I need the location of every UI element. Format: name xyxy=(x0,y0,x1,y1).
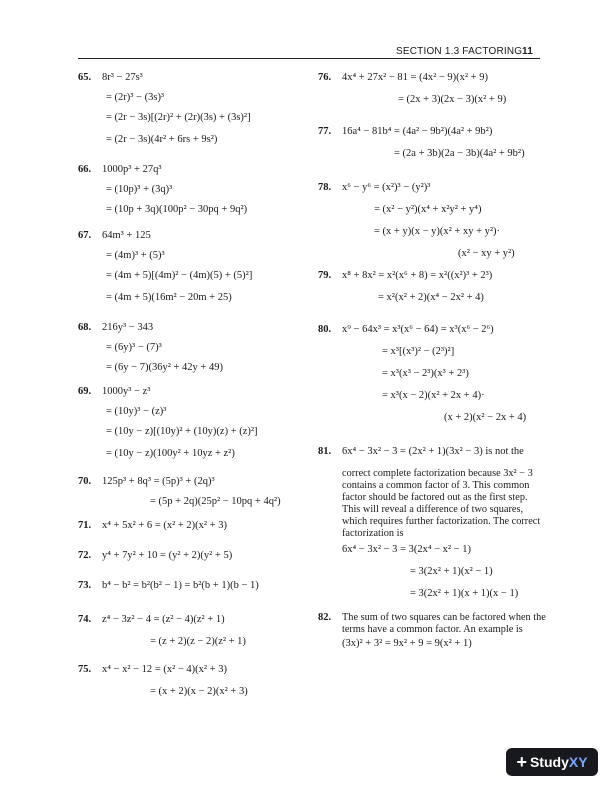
equation-line: 16a⁴ − 81b⁴ = (4a² − 9b²)(4a² + 9b²) xyxy=(342,126,493,137)
equation-line: = (10y − z)[(10y)² + (10y)(z) + (z)²] xyxy=(106,426,258,437)
equation-line: = (10y)³ − (z)³ xyxy=(106,406,167,417)
problem-number: 78. xyxy=(318,182,332,193)
problem-number: 70. xyxy=(78,476,92,487)
equation-line: = (4m)³ + (5)³ xyxy=(106,250,165,261)
equation-line: b⁴ − b² = b²(b² − 1) = b²(b + 1)(b − 1) xyxy=(102,580,259,591)
equation-line: = (10p + 3q)(100p² − 30pq + 9q²) xyxy=(106,204,248,215)
equation-line: = (2a + 3b)(2a − 3b)(4a² + 9b²) xyxy=(394,148,525,159)
equation-line: = (2r − 3s)[(2r)² + (2r)(3s) + (3s)²] xyxy=(106,112,251,123)
equation-line: = (2x + 3)(2x − 3)(x² + 9) xyxy=(398,94,507,105)
problem-number: 72. xyxy=(78,550,92,561)
equation-line: x⁴ − x² − 12 = (x² − 4)(x² + 3) xyxy=(102,664,227,675)
problem-number: 66. xyxy=(78,164,92,175)
page-number: 11 xyxy=(522,46,533,57)
problem-number: 81. xyxy=(318,446,332,457)
equation-line: 8r³ − 27s³ xyxy=(102,72,143,83)
equation-line: x⁴ + 5x² + 6 = (x² + 2)(x² + 3) xyxy=(102,520,227,531)
equation-line: 4x⁴ + 27x² − 81 = (4x² − 9)(x² + 9) xyxy=(342,72,488,83)
equation-line: = (x + 2)(x − 2)(x² + 3) xyxy=(150,686,248,697)
problem-number: 77. xyxy=(318,126,332,137)
problem-number: 74. xyxy=(78,614,92,625)
paragraph-line: which requires further factorization. The correct xyxy=(342,516,541,527)
studyxy-logo xyxy=(506,748,598,776)
equation-line: = x³[(x³)² − (2³)²] xyxy=(382,346,455,357)
equation-line: = x²(x² + 2)(x⁴ − 2x² + 4) xyxy=(378,292,484,303)
equation-line: = (2r − 3s)(4r² + 6rs + 9s²) xyxy=(106,134,218,145)
plus-icon: + xyxy=(516,752,527,772)
equation-line: 1000p³ + 27q³ xyxy=(102,164,162,175)
equation-line: = x³(x − 2)(x² + 2x + 4)· xyxy=(382,390,485,401)
equation-line: x⁸ + 8x² = x²(x⁶ + 8) = x²((x²)³ + 2³) xyxy=(342,270,493,281)
problem-number: 76. xyxy=(318,72,332,83)
paragraph-line: This will reveal a difference of two squares, xyxy=(342,504,524,515)
equation-line: 64m³ + 125 xyxy=(102,230,151,241)
paragraph-line: contains a common factor of 3. This common xyxy=(342,480,530,491)
equation-line: = 3(2x² + 1)(x + 1)(x − 1) xyxy=(410,588,519,599)
equation-line: = (z + 2)(z − 2)(z² + 1) xyxy=(150,636,246,647)
equation-line: = (6y − 7)(36y² + 42y + 49) xyxy=(106,362,223,373)
equation-line: = (6y)³ − (7)³ xyxy=(106,342,162,353)
equation-line: = (5p + 2q)(25p² − 10pq + 4q²) xyxy=(150,496,281,507)
equation-line: = 3(2x² + 1)(x² − 1) xyxy=(410,566,493,577)
logo-text-study: Study xyxy=(529,754,569,770)
equation-line: x⁶ − y⁶ = (x²)³ − (y²)³ xyxy=(342,182,431,193)
logo-text-xy: XY xyxy=(568,754,588,770)
equation-line: = (10p)³ + (3q)³ xyxy=(106,184,173,195)
problem-number: 67. xyxy=(78,230,92,241)
equation-line: 125p³ + 8q³ = (5p)³ + (2q)³ xyxy=(102,476,215,487)
paragraph-line: The sum of two squares can be factored when the xyxy=(342,612,546,623)
problem-number: 71. xyxy=(78,520,92,531)
paragraph-line: factorization is xyxy=(342,528,404,539)
equation-line: 1000y³ − z³ xyxy=(102,386,151,397)
problem-number: 80. xyxy=(318,324,332,335)
equation-line: y⁴ + 7y² + 10 = (y² + 2)(y² + 5) xyxy=(102,550,233,561)
paragraph-line: correct complete factorization because 3x² − 3 xyxy=(342,468,533,479)
problem-number: 68. xyxy=(78,322,92,333)
equation-line: = (x + y)(x − y)(x² + xy + y²)· xyxy=(374,226,501,237)
paragraph-line: terms have a common factor. An example is xyxy=(342,624,523,635)
equation-line: 216y³ − 343 xyxy=(102,322,154,333)
equation-line: (x + 2)(x² − 2x + 4) xyxy=(444,412,527,423)
equation-line: = (x² − y²)(x⁴ + x²y² + y⁴) xyxy=(374,204,482,215)
equation-line: = (4m + 5)[(4m)² − (4m)(5) + (5)²] xyxy=(106,270,253,281)
problem-number: 75. xyxy=(78,664,92,675)
equation-line: 6x⁴ − 3x² − 3 = (2x² + 1)(3x² − 3) is not the xyxy=(342,446,524,457)
equation-line: (3x)² + 3² = 9x² + 9 = 9(x² + 1) xyxy=(342,638,472,649)
section-title: SECTION 1.3 FACTORING xyxy=(396,46,523,57)
equation-line: = (10y − z)(100y² + 10yz + z²) xyxy=(106,448,235,459)
equation-line: = (2r)³ − (3s)³ xyxy=(106,92,165,103)
equation-line: (x² − xy + y²) xyxy=(458,248,515,259)
problem-number: 69. xyxy=(78,386,92,397)
header-rule xyxy=(78,58,540,59)
problem-number: 73. xyxy=(78,580,92,591)
equation-line: z⁴ − 3z² − 4 = (z² − 4)(z² + 1) xyxy=(102,614,225,625)
equation-line: 6x⁴ − 3x² − 3 = 3(2x⁴ − x² − 1) xyxy=(342,544,471,555)
problem-number: 65. xyxy=(78,72,92,83)
equation-line: x⁹ − 64x³ = x³(x⁶ − 64) = x³(x⁶ − 2⁶) xyxy=(342,324,494,335)
problem-number: 79. xyxy=(318,270,332,281)
problem-number: 82. xyxy=(318,612,332,623)
equation-line: = (4m + 5)(16m² − 20m + 25) xyxy=(106,292,232,303)
page-header xyxy=(396,46,533,57)
paragraph-line: factor should be factored out as the first step. xyxy=(342,492,528,503)
equation-line: = x³(x³ − 2³)(x³ + 2³) xyxy=(382,368,469,379)
